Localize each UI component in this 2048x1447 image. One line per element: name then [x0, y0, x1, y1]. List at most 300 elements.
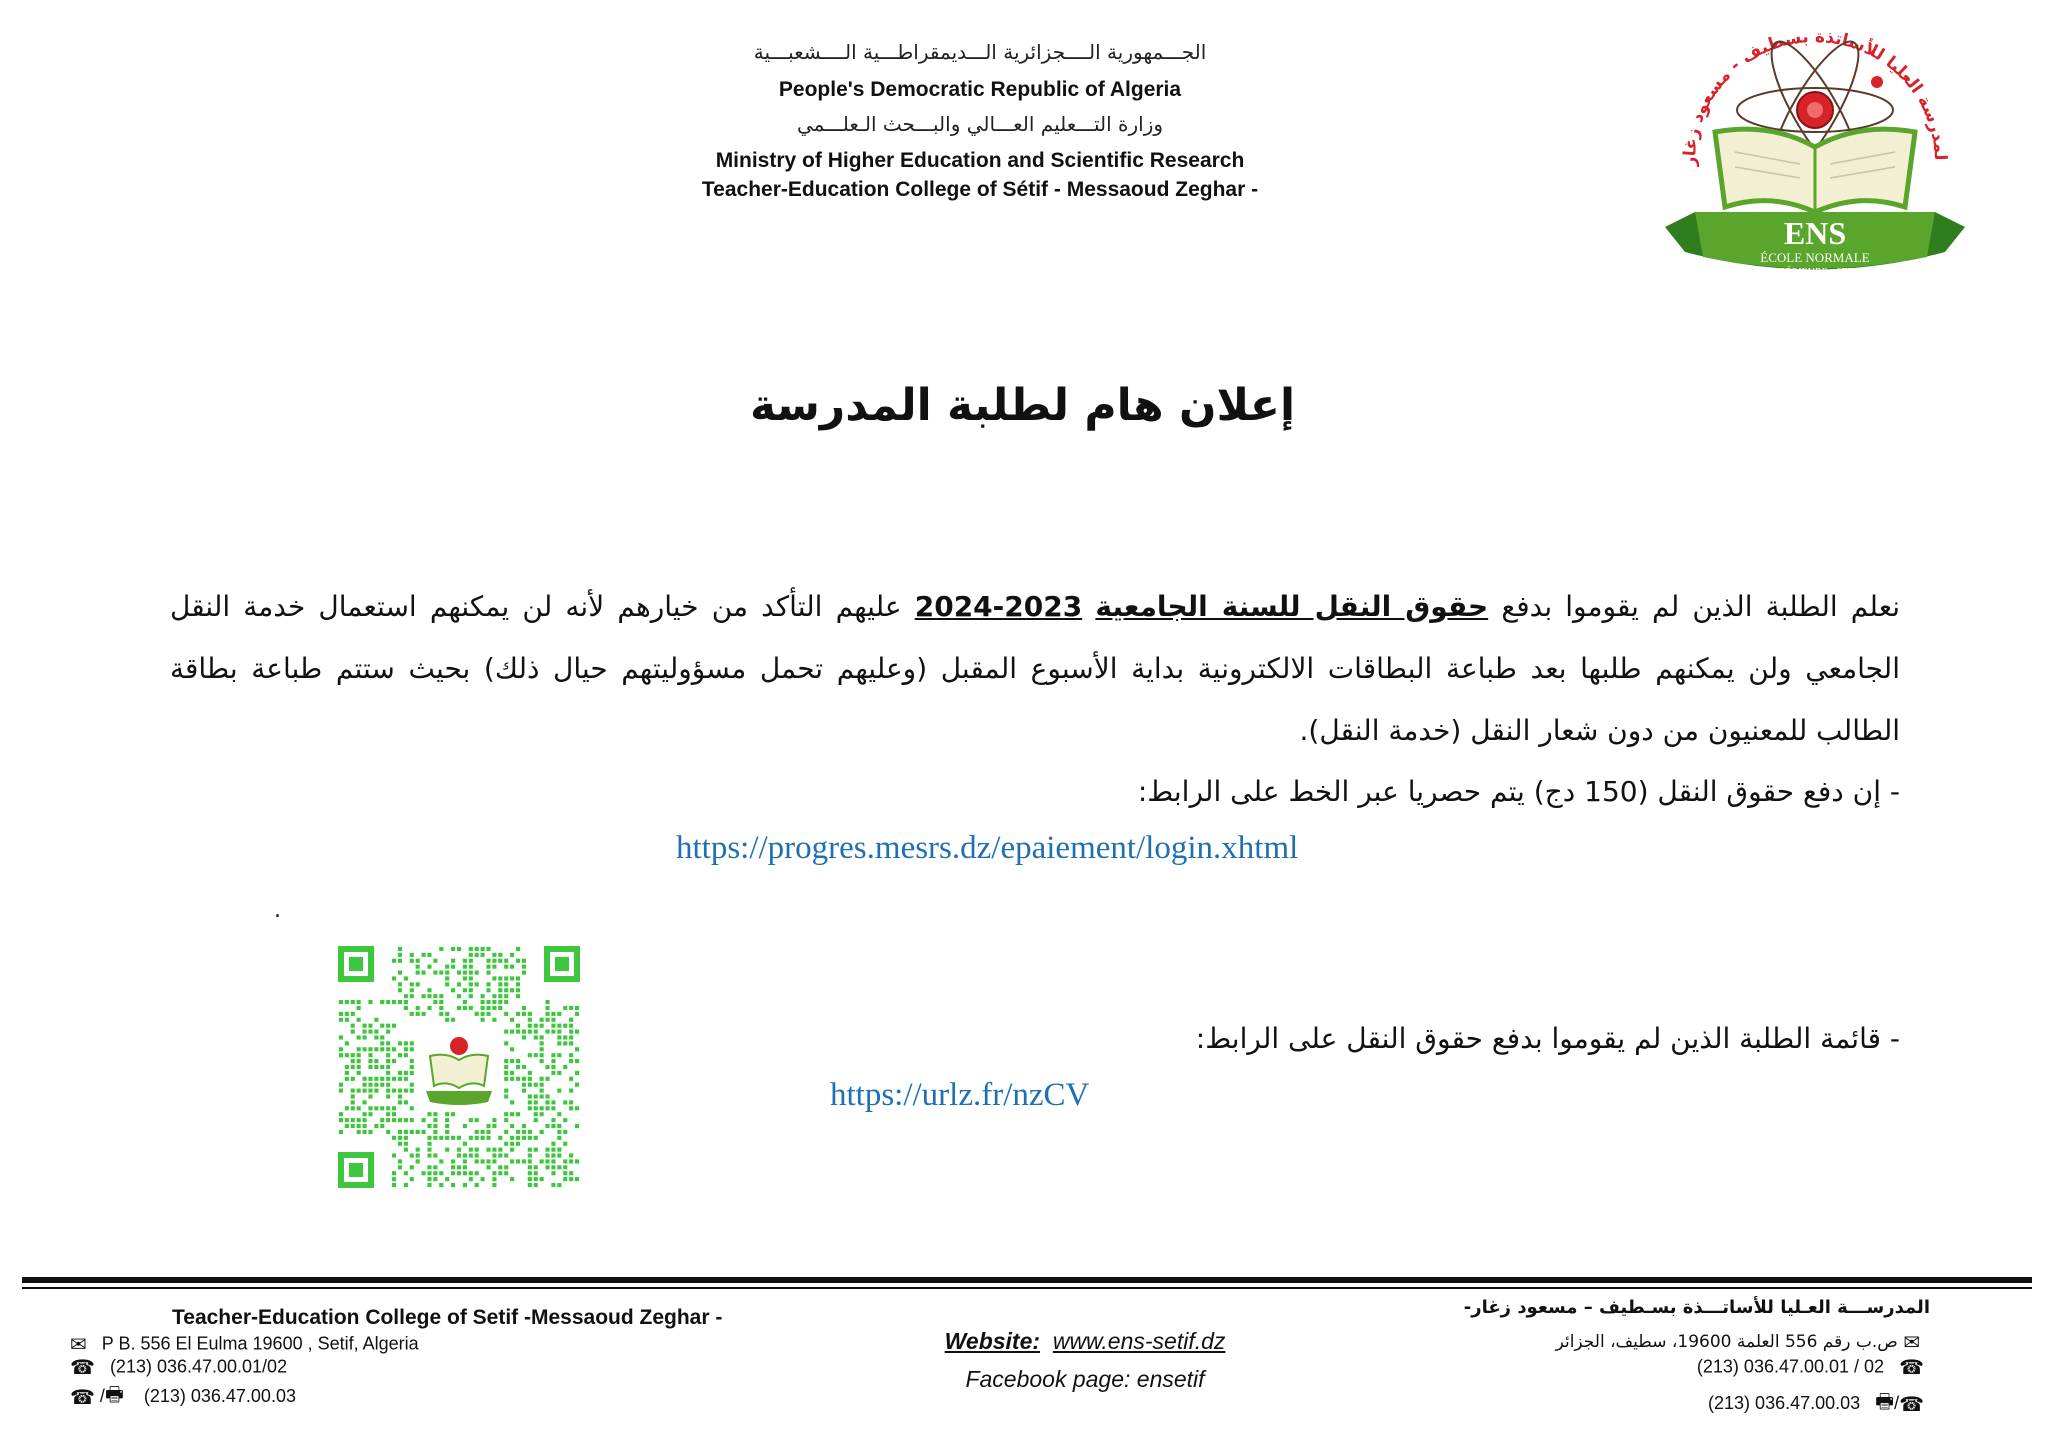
qr-module: [351, 1065, 355, 1069]
qr-module: [398, 1000, 402, 1004]
qr-module: [486, 1148, 490, 1152]
qr-module: [481, 1012, 485, 1016]
qr-module: [351, 1089, 355, 1093]
footer-right-name: المدرســـة العـليا للأساتـــذة بسـطيف – مسعود زغار-: [1463, 1297, 1930, 1318]
qr-module: [451, 965, 455, 969]
qr-module: [504, 1171, 508, 1175]
qr-module: [398, 1094, 402, 1098]
qr-module: [386, 1065, 390, 1069]
qr-module: [557, 1183, 561, 1187]
payment-link[interactable]: https://progres.mesrs.dz/epaiement/login.xhtml: [676, 830, 1299, 866]
qr-module: [534, 1171, 538, 1175]
qr-module: [398, 1077, 402, 1081]
qr-module: [504, 988, 508, 992]
qr-module: [427, 1136, 431, 1140]
qr-module: [374, 1106, 378, 1110]
qr-module: [492, 994, 496, 998]
qr-module: [345, 1065, 349, 1069]
qr-module: [481, 1130, 485, 1134]
qr-module: [439, 1159, 443, 1163]
qr-module: [398, 1118, 402, 1122]
qr-module: [492, 1183, 496, 1187]
qr-module: [445, 1148, 449, 1152]
qr-module: [498, 982, 502, 986]
envelope-icon: ✉: [70, 1334, 87, 1356]
qr-module: [451, 959, 455, 963]
qr-module: [551, 1148, 555, 1152]
qr-module: [575, 1006, 579, 1010]
qr-module: [445, 971, 449, 975]
qr-module: [398, 1159, 402, 1163]
qr-module: [398, 1142, 402, 1146]
qr-module: [534, 1118, 538, 1122]
qr-module: [457, 1165, 461, 1169]
qr-module: [433, 994, 437, 998]
qr-module: [398, 1100, 402, 1104]
qr-module: [422, 1130, 426, 1134]
qr-module: [345, 1071, 349, 1075]
qr-module: [398, 1053, 402, 1057]
website-link[interactable]: www.ens-setif.dz: [1052, 1328, 1226, 1354]
qr-module: [410, 1065, 414, 1069]
footer-right-phone-row: [1697, 1355, 1924, 1380]
qr-module: [528, 1136, 532, 1140]
qr-module: [368, 1047, 372, 1051]
qr-module: [469, 965, 473, 969]
qr-module: [545, 1012, 549, 1016]
qr-module: [351, 1059, 355, 1063]
qr-module: [368, 1053, 372, 1057]
qr-module: [457, 1006, 461, 1010]
qr-module: [516, 988, 520, 992]
qr-module: [486, 971, 490, 975]
qr-module: [410, 1177, 414, 1181]
qr-module: [445, 1112, 449, 1116]
qr-module: [475, 1148, 479, 1152]
qr-module: [469, 976, 473, 980]
qr-module: [410, 1012, 414, 1016]
qr-module: [557, 1041, 561, 1045]
qr-module: [540, 1059, 544, 1063]
qr-module: [551, 1024, 555, 1028]
qr-module: [469, 953, 473, 957]
qr-module: [445, 1136, 449, 1140]
qr-module: [392, 1059, 396, 1063]
qr-module: [569, 1106, 573, 1110]
qr-module: [368, 1083, 372, 1087]
qr-module: [439, 1006, 443, 1010]
qr-module: [345, 1118, 349, 1122]
qr-module: [510, 1142, 514, 1146]
qr-module: [410, 1153, 414, 1157]
qr-module: [410, 953, 414, 957]
qr-module: [481, 1159, 485, 1163]
qr-module: [557, 1012, 561, 1016]
qr-module: [386, 1053, 390, 1057]
qr-module: [410, 988, 414, 992]
qr-module: [457, 982, 461, 986]
qr-module: [504, 1112, 508, 1116]
qr-module: [374, 1124, 378, 1128]
qr-module: [569, 1018, 573, 1022]
qr-module: [363, 1112, 367, 1116]
qr-module: [357, 1006, 361, 1010]
qr-module: [380, 1024, 384, 1028]
qr-module: [516, 1024, 520, 1028]
qr-module: [392, 1047, 396, 1051]
qr-module: [528, 1106, 532, 1110]
header-ministry-en: Ministry of Higher Education and Scientific Research: [715, 149, 1245, 172]
qr-module: [339, 1000, 343, 1004]
qr-module: [380, 1083, 384, 1087]
qr-module: [357, 1130, 361, 1134]
qr-module: [416, 1159, 420, 1163]
qr-module: [557, 1165, 561, 1169]
footer-left-name: Teacher-Education College of Setif -Messaoud Zeghar -: [172, 1306, 723, 1329]
qr-module: [510, 1136, 514, 1140]
qr-module: [339, 1012, 343, 1016]
qr-module: [551, 1071, 555, 1075]
qr-module: [404, 1148, 408, 1152]
qr-module: [392, 1089, 396, 1093]
qr-module: [551, 1183, 555, 1187]
qr-module: [439, 1136, 443, 1140]
qr-module: [416, 1006, 420, 1010]
qr-module: [410, 1071, 414, 1075]
qr-module: [445, 1118, 449, 1122]
qr-module: [422, 1171, 426, 1175]
qr-module: [563, 1006, 567, 1010]
qr-module: [486, 1124, 490, 1128]
qr-module: [433, 1165, 437, 1169]
qr-module: [368, 1000, 372, 1004]
qr-module: [516, 1030, 520, 1034]
qr-module: [445, 965, 449, 969]
qr-module: [534, 1112, 538, 1116]
qr-module: [504, 1077, 508, 1081]
qr-module: [392, 959, 396, 963]
qr-module: [404, 1183, 408, 1187]
qr-module: [510, 1159, 514, 1163]
qr-module: [404, 1130, 408, 1134]
qr-module: [427, 1183, 431, 1187]
qr-module: [510, 1059, 514, 1063]
qr-module: [404, 1136, 408, 1140]
qr-module: [510, 1018, 514, 1022]
qr-module: [339, 1089, 343, 1093]
para-intro: نعلم الطلبة الذين لم يقوموا بدفع: [1501, 590, 1900, 623]
qr-module: [486, 1165, 490, 1169]
qr-module: [357, 1047, 361, 1051]
qr-module: [363, 1077, 367, 1081]
qr-module: [416, 1148, 420, 1152]
qr-module: [451, 1183, 455, 1187]
qr-module: [516, 1077, 520, 1081]
qr-module: [374, 1047, 378, 1051]
qr-module: [534, 1035, 538, 1039]
qr-module: [486, 982, 490, 986]
qr-module: [563, 1100, 567, 1104]
qr-module: [534, 1083, 538, 1087]
qr-module: [386, 1094, 390, 1098]
qr-module: [433, 1000, 437, 1004]
qr-module: [528, 1071, 532, 1075]
qr-module: [439, 1012, 443, 1016]
qr-module: [557, 1053, 561, 1057]
qr-module: [433, 1124, 437, 1128]
qr-module: [540, 1077, 544, 1081]
qr-module: [386, 1000, 390, 1004]
qr-module: [398, 1071, 402, 1075]
qr-module: [386, 1112, 390, 1116]
qr-module: [386, 1118, 390, 1122]
qr-module: [522, 1089, 526, 1093]
qr-module: [416, 982, 420, 986]
qr-module: [374, 1018, 378, 1022]
qr-module: [475, 1171, 479, 1175]
qr-module: [534, 1094, 538, 1098]
qr-module: [439, 1000, 443, 1004]
qr-module: [516, 982, 520, 986]
qr-module: [386, 1041, 390, 1045]
qr-module: [451, 988, 455, 992]
qr-module: [427, 965, 431, 969]
qr-module: [569, 1035, 573, 1039]
qr-code[interactable]: [338, 946, 580, 1188]
envelope-icon: ✉: [1903, 1330, 1920, 1354]
qr-module: [575, 1083, 579, 1087]
qr-module: [380, 1118, 384, 1122]
qr-module: [363, 1024, 367, 1028]
qr-module: [404, 1071, 408, 1075]
qr-module: [339, 1047, 343, 1051]
qr-module: [475, 1153, 479, 1157]
qr-module: [392, 1177, 396, 1181]
qr-module: [345, 1018, 349, 1022]
qr-module: [469, 1006, 473, 1010]
qr-module: [416, 959, 420, 963]
qr-module: [563, 1142, 567, 1146]
header-republic-en: People's Democratic Republic of Algeria: [778, 78, 1182, 101]
qr-module: [540, 1094, 544, 1098]
para-year: 2024-2023: [914, 590, 1083, 623]
qr-module: [404, 1041, 408, 1045]
qr-module: [463, 1006, 467, 1010]
qr-module: [516, 1142, 520, 1146]
qr-module: [575, 1047, 579, 1051]
qr-module: [398, 1089, 402, 1093]
qr-module: [404, 1142, 408, 1146]
qr-module: [368, 1059, 372, 1063]
qr-module: [510, 1100, 514, 1104]
qr-module: [516, 1012, 520, 1016]
qr-module: [534, 1148, 538, 1152]
qr-module: [339, 1118, 343, 1122]
qr-module: [404, 1100, 408, 1104]
qr-module: [374, 1089, 378, 1093]
qr-module: [540, 1159, 544, 1163]
qr-module: [545, 1124, 549, 1128]
qr-module: [386, 1130, 390, 1134]
qr-module: [557, 1148, 561, 1152]
qr-module: [545, 1018, 549, 1022]
qr-module: [528, 1165, 532, 1169]
qr-module: [504, 976, 508, 980]
qr-module: [374, 1035, 378, 1039]
qr-module: [545, 1077, 549, 1081]
qr-module: [481, 1000, 485, 1004]
qr-module: [392, 1136, 396, 1140]
qr-module: [463, 1183, 467, 1187]
qr-module: [427, 1142, 431, 1146]
qr-module: [345, 1000, 349, 1004]
qr-module: [374, 1065, 378, 1069]
qr-module: [492, 1159, 496, 1163]
qr-module: [339, 1035, 343, 1039]
qr-module: [522, 1130, 526, 1134]
qr-module: [351, 1000, 355, 1004]
footer-left-fax: (213) 036.47.00.03: [143, 1385, 296, 1406]
school-logo: [1655, 22, 1975, 287]
qr-module: [510, 1030, 514, 1034]
qr-module: [357, 1059, 361, 1063]
qr-module: [569, 1077, 573, 1081]
qr-module: [463, 1159, 467, 1163]
qr-module: [545, 1165, 549, 1169]
qr-module: [457, 1171, 461, 1175]
qr-module: [551, 1106, 555, 1110]
qr-module: [551, 1159, 555, 1163]
qr-module: [504, 1000, 508, 1004]
qr-module: [357, 1106, 361, 1110]
qr-module: [557, 1136, 561, 1140]
list-link[interactable]: https://urlz.fr/nzCV: [830, 1077, 1090, 1113]
qr-module: [398, 982, 402, 986]
qr-module: [516, 1159, 520, 1163]
qr-module: [528, 1183, 532, 1187]
footer-left-phone: (213) 036.47.00.01/02: [109, 1356, 288, 1377]
qr-module: [351, 1100, 355, 1104]
qr-module: [551, 1153, 555, 1157]
qr-module: [522, 971, 526, 975]
qr-module: [410, 994, 414, 998]
qr-module: [451, 947, 455, 951]
qr-module: [563, 1165, 567, 1169]
qr-module: [540, 1083, 544, 1087]
qr-module: [357, 1089, 361, 1093]
qr-module: [522, 1012, 526, 1016]
header-republic-ar: الجـــمهورية الــــجزائرية الـــديمقراطـــية الــــشعبـــية: [753, 40, 1207, 64]
qr-module: [457, 1136, 461, 1140]
qr-module: [368, 1030, 372, 1034]
qr-module: [492, 1118, 496, 1122]
qr-module: [522, 1065, 526, 1069]
qr-module: [380, 1124, 384, 1128]
footer-right-address-row: [1556, 1330, 1920, 1354]
qr-module: [504, 1142, 508, 1146]
qr-module: [368, 1094, 372, 1098]
qr-module: [498, 1000, 502, 1004]
qr-module: [504, 1041, 508, 1045]
qr-module: [351, 1106, 355, 1110]
qr-module: [368, 1089, 372, 1093]
qr-module: [498, 976, 502, 980]
footer-right-phone: (213) 036.47.00.01 / 02: [1696, 1356, 1885, 1377]
qr-module: [422, 953, 426, 957]
qr-module: [569, 1171, 573, 1175]
logo-acronym: ENS: [1783, 215, 1847, 251]
qr-module: [392, 976, 396, 980]
qr-module: [392, 1106, 396, 1110]
qr-module: [404, 976, 408, 980]
qr-module: [551, 1065, 555, 1069]
qr-module: [339, 1112, 343, 1116]
qr-module: [363, 1124, 367, 1128]
qr-module: [392, 1153, 396, 1157]
qr-module: [463, 1171, 467, 1175]
website-label: Website:: [944, 1328, 1041, 1354]
qr-module: [498, 1153, 502, 1157]
footer-left-address-row: [70, 1332, 419, 1357]
qr-module: [451, 1171, 455, 1175]
qr-module: [363, 1035, 367, 1039]
header-college-en: Teacher-Education College of Sétif - Messaoud Zeghar -: [701, 178, 1259, 201]
footer-right-fax: (213) 036.47.00.03: [1708, 1392, 1861, 1413]
qr-module: [516, 976, 520, 980]
qr-module: [540, 1041, 544, 1045]
qr-module: [481, 1018, 485, 1022]
qr-module: [386, 1083, 390, 1087]
qr-module: [410, 1118, 414, 1122]
qr-module: [457, 1148, 461, 1152]
qr-module: [404, 1118, 408, 1122]
qr-module: [392, 1024, 396, 1028]
footer-rule-thin: [22, 1287, 2032, 1289]
qr-module: [545, 1000, 549, 1004]
qr-module: [481, 953, 485, 957]
qr-module: [427, 1153, 431, 1157]
qr-module: [575, 1124, 579, 1128]
qr-module: [363, 1083, 367, 1087]
qr-module: [551, 1018, 555, 1022]
footer-right-fax-row: (213) 036.47.00.03 🖶/☎: [1708, 1387, 1924, 1421]
qr-module: [510, 953, 514, 957]
qr-module: [392, 1112, 396, 1116]
stray-dot: .: [274, 898, 281, 923]
qr-module: [486, 959, 490, 963]
qr-module: [557, 1071, 561, 1075]
qr-module: [398, 959, 402, 963]
qr-module: [504, 982, 508, 986]
logo-arc-text: لمدرسة العليا للأساتذة بسطيف - مسعود زغار: [1679, 26, 1951, 167]
qr-module: [351, 1124, 355, 1128]
phone-icon: ☎: [1899, 1393, 1924, 1416]
qr-module: [510, 988, 514, 992]
qr-module: [486, 1000, 490, 1004]
qr-module: [504, 1094, 508, 1098]
qr-module: [557, 1089, 561, 1093]
qr-module: [445, 976, 449, 980]
qr-module: [433, 1130, 437, 1134]
qr-module: [534, 1165, 538, 1169]
qr-module: [522, 1083, 526, 1087]
qr-module: [457, 971, 461, 975]
qr-module: [504, 1059, 508, 1063]
qr-module: [498, 1006, 502, 1010]
qr-module: [528, 1083, 532, 1087]
qr-module: [345, 1077, 349, 1081]
qr-module: [486, 965, 490, 969]
